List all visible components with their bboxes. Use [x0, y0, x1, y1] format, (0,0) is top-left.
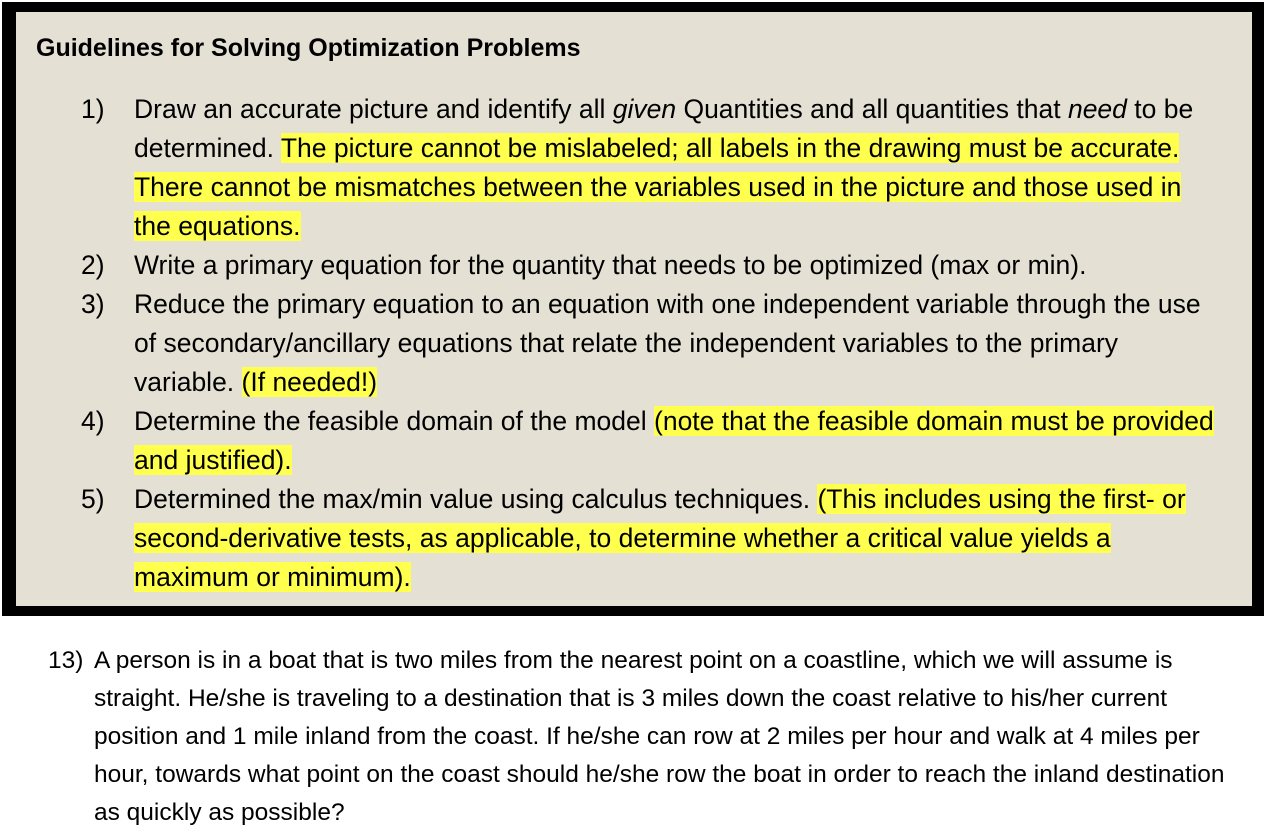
- guideline-text: Quantities and all quantities that: [676, 94, 1068, 124]
- question-13: [48, 642, 1238, 832]
- guideline-number: 1): [81, 94, 105, 124]
- emphasis-text: given: [612, 94, 677, 124]
- highlighted-text: (note that the feasible domain must be provided and justified).: [134, 406, 1214, 475]
- guideline-item-3: [36, 285, 1222, 402]
- guideline-number: 5): [81, 484, 105, 514]
- guideline-item-5: [36, 480, 1222, 597]
- guideline-text: Determine the feasible domain of the model: [134, 406, 654, 436]
- guidelines-box: [2, 2, 1264, 616]
- highlighted-text: The picture cannot be mislabeled; all labels in the drawing must be accurate. There cannot be mismatches between the variables used in the picture and those used in the equations.: [134, 133, 1182, 241]
- guidelines-title: Guidelines for Solving Optimization Problems: [36, 34, 581, 62]
- guideline-text: Determined the max/min value using calculus techniques.: [134, 484, 818, 514]
- question-number: 13): [48, 647, 84, 674]
- guideline-text: Write a primary equation for the quantity that needs to be optimized (max or min).: [134, 250, 1087, 280]
- highlighted-text: (This includes using the first- or second-derivative tests, as applicable, to determine whether a critical value yields a maximum or minimum).: [134, 484, 1186, 592]
- emphasis-text: need: [1067, 94, 1127, 124]
- guideline-number: 4): [81, 406, 105, 436]
- guideline-item-2: [36, 246, 1222, 285]
- guideline-text: Draw an accurate picture and identify all: [134, 94, 613, 124]
- guideline-text: Reduce the primary equation to an equation with one independent variable through the use of secondary/ancillary equations that relate the independent variables to the primary variable.: [134, 289, 1201, 397]
- highlighted-text: (If needed!): [241, 367, 378, 397]
- guideline-item-4: [36, 402, 1222, 480]
- question-text: A person is in a boat that is two miles from the nearest point on a coastline, which we will assume is straight. He/she is traveling to a destination that is 3 miles down the coast relative to his/her current position and 1 mile inland from the coast. If he/she can row at 2 miles per hour and walk at 4 miles per hour, towards what point on the coast should he/she row the boat in order to reach the inland destination as quickly as possible?: [94, 647, 1225, 826]
- guideline-text: to be determined.: [134, 94, 1194, 163]
- guidelines-panel: [16, 12, 1252, 606]
- guidelines-list: [36, 90, 1222, 597]
- guideline-number: 2): [81, 250, 105, 280]
- guideline-item-1: [36, 90, 1222, 246]
- guideline-number: 3): [81, 289, 105, 319]
